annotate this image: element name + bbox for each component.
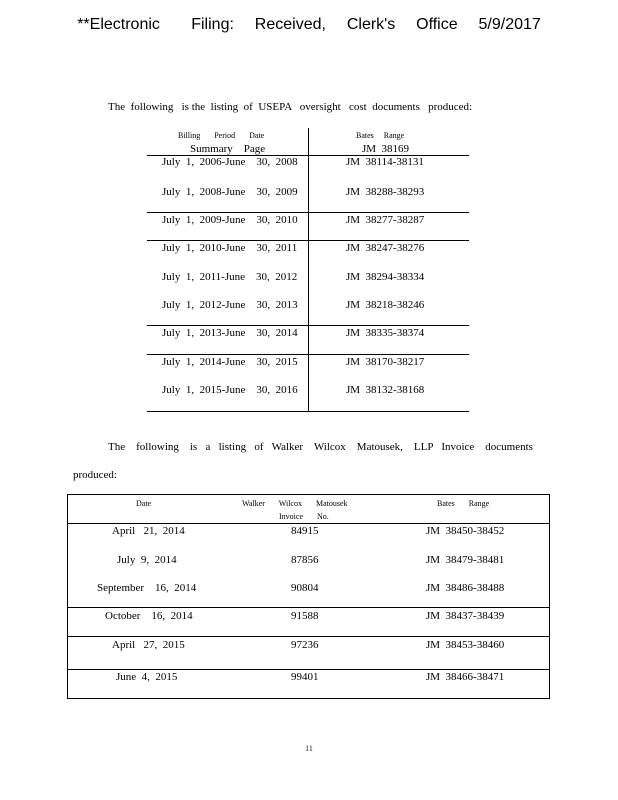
table-row: July 1, 2009-June 30, 2010 <box>162 214 298 226</box>
table-row-range: JM 38218-38246 <box>346 299 425 311</box>
table-row: July 1, 2014-June 30, 2015 <box>162 356 298 368</box>
table-row-invoice: 90804 <box>291 582 319 594</box>
intro-usepa: The following is the listing of USEPA oversight cost documents produced: <box>108 101 473 113</box>
table-row: July 1, 2015-June 30, 2016 <box>162 384 298 396</box>
table-row-range: JM 38335-38374 <box>346 327 425 339</box>
table-row-range: JM 38450-38452 <box>426 525 505 537</box>
t1-row-rule <box>147 325 469 326</box>
table-row: July 1, 2013-June 30, 2014 <box>162 327 298 339</box>
table-row: April 27, 2015 <box>112 639 185 651</box>
table-row-range: JM 38114-38131 <box>346 156 424 168</box>
intro-invoices-line2: produced: <box>73 469 117 481</box>
t2-header-date: Date <box>136 499 152 508</box>
t1-bottom-rule <box>147 411 469 412</box>
table-row-invoice: 91588 <box>291 610 319 622</box>
table-row-invoice: 84915 <box>291 525 319 537</box>
table-row-range: JM 38479-38481 <box>426 554 505 566</box>
intro-invoices-line1: The following is a listing of Walker Wilcox Matousek, LLP Invoice documents <box>108 441 533 453</box>
table-row: July 1, 2006-June 30, 2008 <box>162 156 298 168</box>
t2-header-invoice-line1: Walker Wilcox Matousek <box>242 499 348 508</box>
table-row-invoice: 97236 <box>291 639 319 651</box>
page-number: 11 <box>305 744 313 753</box>
table-row-invoice: 99401 <box>291 671 319 683</box>
t2-row-rule <box>67 669 549 670</box>
table-row-range: JM 38277-38287 <box>346 214 425 226</box>
table-row-range: JM 38247-38276 <box>346 242 425 254</box>
table-row: June 4, 2015 <box>116 671 178 683</box>
t2-header-invoice-line2: Invoice No. <box>279 512 329 521</box>
filing-header: **Electronic Filing: Received, Clerk's Office 5/9/2017 <box>77 16 541 33</box>
table-row: July 1, 2012-June 30, 2013 <box>162 299 298 311</box>
table-row-range: JM 38170-38217 <box>346 356 425 368</box>
table-row-range: JM 38294-38334 <box>346 271 425 283</box>
table-row: July 1, 2008-June 30, 2009 <box>162 186 298 198</box>
table-row: July 1, 2011-June 30, 2012 <box>162 271 298 283</box>
table-row-range: JM 38437-38439 <box>426 610 505 622</box>
t1-row-rule <box>147 212 469 213</box>
t2-header-rule <box>67 523 549 524</box>
table-row-range: JM 38132-38168 <box>346 384 425 396</box>
t2-row-rule <box>67 636 549 637</box>
t1-row-rule <box>147 240 469 241</box>
table-row: September 16, 2014 <box>97 582 197 594</box>
t1-header-summary: Summary Page <box>190 143 266 155</box>
table-row: April 21, 2014 <box>112 525 185 537</box>
table-row-range: JM 38486-38488 <box>426 582 505 594</box>
t1-header-range: Bates Range <box>356 131 405 140</box>
t2-header-range: Bates Range <box>437 499 490 508</box>
t1-header-page: JM 38169 <box>362 143 410 155</box>
table-row-invoice: 87856 <box>291 554 319 566</box>
table-row: October 16, 2014 <box>105 610 193 622</box>
table-row-range: JM 38466-38471 <box>426 671 505 683</box>
t1-column-divider <box>308 128 309 411</box>
table-row: July 9, 2014 <box>117 554 177 566</box>
table-row-range: JM 38288-38293 <box>346 186 425 198</box>
t2-row-rule <box>67 607 549 608</box>
table-row-range: JM 38453-38460 <box>426 639 505 651</box>
t1-header-period: Billing Period Date <box>178 131 265 140</box>
t1-row-rule <box>147 354 469 355</box>
table-row: July 1, 2010-June 30, 2011 <box>162 242 298 254</box>
